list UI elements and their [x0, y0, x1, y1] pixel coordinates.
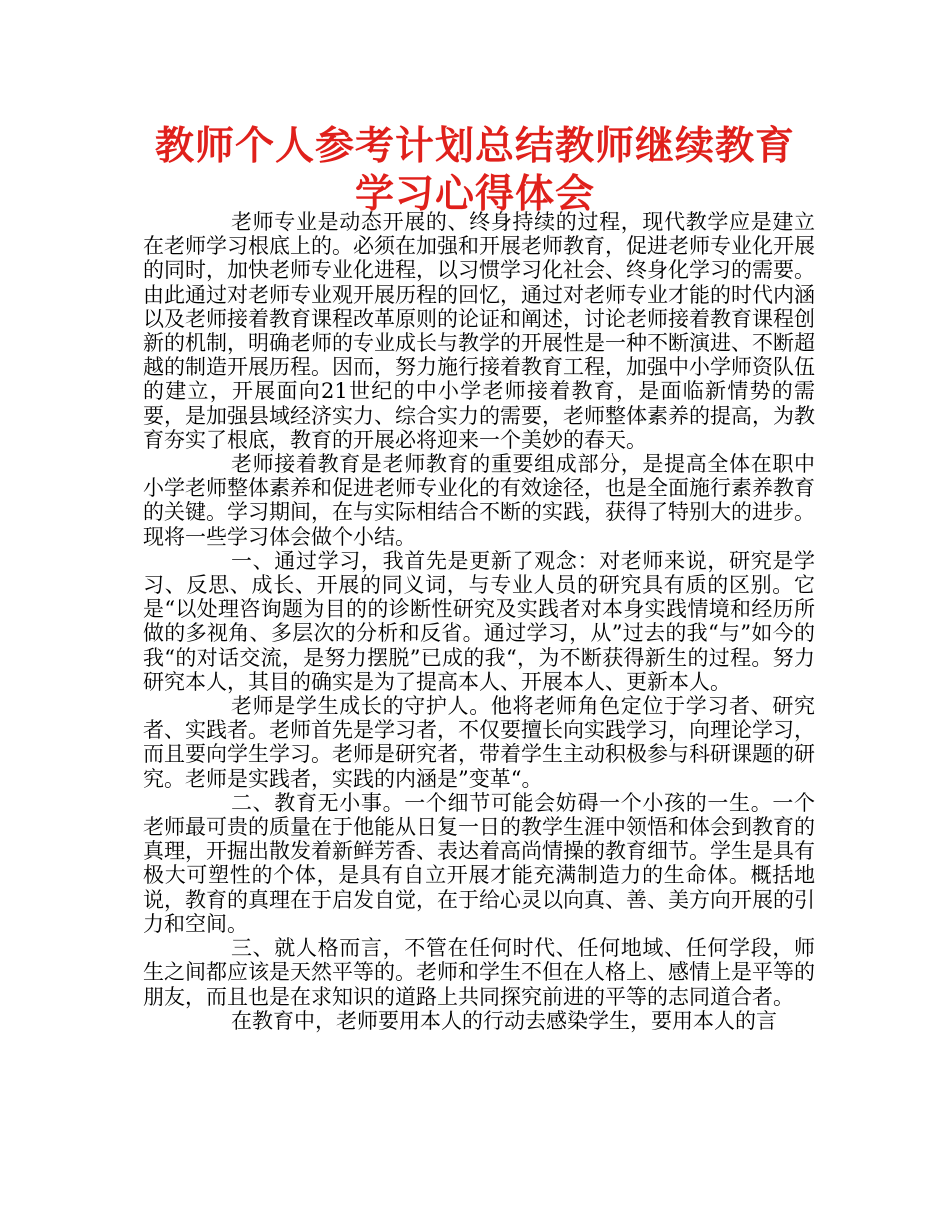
paragraph: 在教育中，老师要用本人的行动去感染学生，要用本人的言 [231, 1008, 777, 1033]
paragraph: 老师接着教育是老师教育的重要组成部分，是提高全体在职中小学老师整体素养和促进老师专业化的有效途径，也是全面施行素养教育的关键。学习期间，在与实际相结合不断的实践，获得了特别大的进步。现将一些学习体会做个小结。 [143, 452, 815, 549]
paragraph: 二、教育无小事。一个细节可能会妨碍一个小孩的一生。一个老师最可贵的质量在于他能从日复一日的教学生涯中领悟和体会到教育的真理，开掘出散发着新鲜芳香、表达着高尚情操的教育细节。学生是具有极大可塑性的个体，是具有自立开展才能充满制造力的生命体。概括地说，教育的真理在于启发自觉，在于给心灵以向真、善、美方向开展的引力和空间。 [143, 790, 815, 936]
paragraph: 三、就人格而言，不管在任何时代、任何地域、任何学段，师生之间都应该是天然平等的。老师和学生不但在人格上、感情上是平等的朋友，而且也是在求知识的道路上共同探究前进的平等的志同道合者。 [143, 936, 815, 1009]
paragraph: 一、通过学习，我首先是更新了观念：对老师来说，研究是学习、反思、成长、开展的同义词，与专业人员的研究具有质的区别。它是“以处理咨询题为目的的诊断性研究及实践者对本身实践情境和经历所做的多视角、多层次的分析和反省。通过学习，从”过去的我“与”如今的我“的对话交流，是努力摆脱”已成的我“，为不断获得新生的过程。努力研究本人，其目的确实是为了提高本人、开展本人、更新本人。 [143, 548, 815, 694]
paragraph: 老师是学生成长的守护人。他将老师角色定位于学习者、研究者、实践者。老师首先是学习者，不仅要擅长向实践学习，向理论学习，而且要向学生学习。老师是研究者，带着学生主动积极参与科研课题的研究。老师是实践者，实践的内涵是”变革“。 [143, 694, 815, 791]
document-body [143, 210, 815, 1033]
paragraph: 老师专业是动态开展的、终身持续的过程，现代教学应是建立在老师学习根底上的。必须在加强和开展老师教育，促进老师专业化开展的同时，加快老师专业化进程，以习惯学习化社会、终身化学习的需要。由此通过对老师专业观开展历程的回忆，通过对老师专业才能的时代内涵以及老师接着教育课程改革原则的论证和阐述，讨论老师接着教育课程创新的机制，明确老师的专业成长与教学的开展性是一种不断演进、不断超越的制造开展历程。因而，努力施行接着教育工程，加强中小学师资队伍的建立，开展面向21世纪的中小学老师接着教育，是面临新情势的需要，是加强县域经济实力、综合实力的需要，老师整体素养的提高，为教育夯实了根底，教育的开展必将迎来一个美妙的春天。 [143, 210, 815, 452]
document-title: 教师个人参考计划总结教师继续教育学习心得体会 [154, 123, 795, 217]
